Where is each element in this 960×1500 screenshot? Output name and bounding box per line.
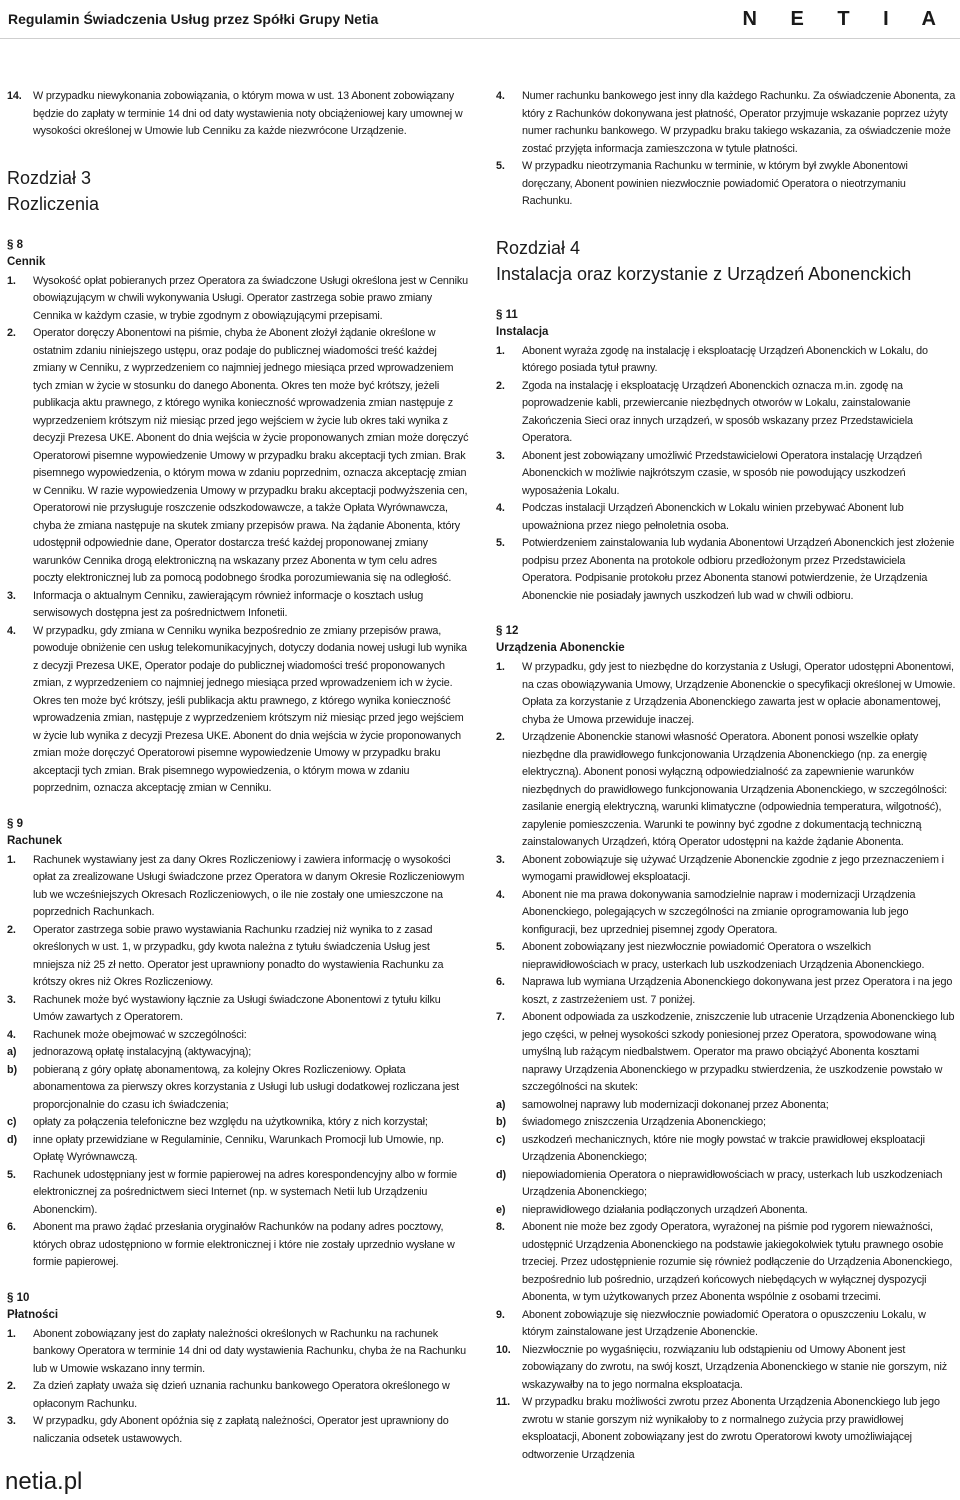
- sub-list-item: [496, 1202, 958, 1220]
- item-text: W przypadku, gdy jest to niezbędne do korzystania z Usługi, Operator udostępni Abonentowi, na czas obowiązywania Umowy, Urządzenie Abonenckie o specyfikacji określonej w Umowie. Opłata za korzystanie z Urządzenia Abonenckiego zawarta jest w opłacie abonamentowej, chyba że Umowa przewiduje inaczej.: [522, 661, 956, 726]
- item-number: b): [7, 1063, 17, 1076]
- list-item: [496, 659, 958, 729]
- list-item: [7, 1167, 469, 1220]
- item-number: 5.: [496, 941, 505, 953]
- item-text: W przypadku, gdy Abonent opóźnia się z zapłatą należności, Operator jest uprawniony do naliczania odsetek ustawowych.: [33, 1415, 449, 1445]
- item-text: uszkodzeń mechanicznych, które nie mogły powstać w trakcie prawidłowej eksploatacji Urządzenia Abonenckiego;: [522, 1133, 925, 1163]
- item-number: 3.: [496, 449, 505, 462]
- item-text: Abonent zobowiązany jest do zapłaty należności określonych w Rachunku na rachunek bankowy Operatora w terminie 14 dni od daty wystawienia Rachunku, chyba że na Rachunku lub w Umowie wskazano inny termin.: [33, 1327, 467, 1375]
- sub-list-item: [7, 1132, 469, 1167]
- item-text: Urządzenie Abonenckie stanowi własność Operatora. Abonent ponosi wszelkie opłaty niezbędne dla prawidłowego funkcjonowania Urządzenia Abonenckiego (np. za energię elektryczną). Abonent ponosi wyłączną odpowiedzialność za zapewnienie warunków niezbędnych do prawidłowego funkcjonowania Urządzenia Abonenckiego, w szczególności: zasilanie energią elektryczną, warunki klimatyczne (odpowiednia temperatura, wilgotność), zapylenie pomieszczenia. Warunki te powinny być zgodne z dokumentacją techniczną zainstalowanych Urządzeń, którą Operator udostępni na każde żądanie Abonenta.: [522, 731, 947, 848]
- sub-list-item: [7, 1044, 469, 1062]
- item-number: 5.: [496, 160, 505, 172]
- item-number: 5.: [496, 537, 505, 549]
- item-number: 4.: [7, 624, 16, 637]
- item-number: 2.: [7, 327, 16, 339]
- item-number: b): [496, 1116, 506, 1128]
- item-number: e): [496, 1203, 506, 1216]
- section-10-title: Płatności: [7, 1308, 59, 1321]
- list-item: [496, 1219, 958, 1307]
- list-item: [496, 500, 958, 535]
- list-item: [7, 1378, 469, 1413]
- item-text: Numer rachunku bankowego jest inny dla każdego Rachunku. Za oświadczenie Abonenta, za który z Rachunków dokonywana jest płatność, Operator przyjmuje wskazanie poprzez użyty numer rachunku bankowego. W przypadku braku takiego wskazania, za oświadczenie może zostać przyjęta informacja zamieszczona w tytule płatności.: [522, 90, 956, 155]
- paragraph-14: [7, 88, 469, 141]
- item-number: a): [496, 1098, 506, 1111]
- list-item: [7, 1413, 469, 1448]
- item-text: W przypadku braku możliwości zwrotu przez Abonenta Urządzenia Abonenckiego lub jego zwrotu w stanie gorszym niż wynikałoby to z normalnego zużycia przy prawidłowej eksploatacji, Abonent zobowiązany jest do zwrotu Operatorowi kwoty umożliwiającej odtworzenie Urządzenia: [522, 1396, 940, 1461]
- item-number: 4.: [496, 90, 505, 102]
- section-11-sign: § 11: [496, 308, 518, 321]
- item-text: jednorazową opłatę instalacyjną (aktywacyjną);: [33, 1046, 252, 1058]
- item-text: pobieraną z góry opłatę abonamentową, za kolejny Okres Rozliczeniowy. Opłata abonamentowa za pierwszy okres korzystania z Usługi lub usługi dodatkowej rozliczana jest proporcjonalnie do czasu ich świadczenia;: [33, 1063, 459, 1111]
- item-text: Rachunek może być wystawiony łącznie za Usługi świadczone Abonentowi z tytułu kilku Umów zawartych z Operatorem.: [33, 993, 441, 1023]
- item-text: niepowiadomienia Operatora o nieprawidłowościach w pracy, usterkach lub uszkodzeniach Urządzenia Abonenckiego;: [522, 1168, 943, 1198]
- section-9-sign: § 9: [7, 817, 23, 830]
- section-10-sign: § 10: [7, 1291, 30, 1304]
- item-text: Rachunek może obejmować w szczególności:: [33, 1028, 247, 1041]
- list-item: [7, 992, 469, 1027]
- item-number: 2.: [496, 379, 505, 392]
- item-text: Za dzień zapłaty uważa się dzień uznania rachunku bankowego Operatora określonego w opłaconym Rachunku.: [33, 1380, 450, 1410]
- section-8-sign: § 8: [7, 238, 23, 251]
- item-number: 3.: [7, 589, 16, 602]
- item-number: 10.: [496, 1343, 511, 1356]
- item-number: 6.: [496, 976, 505, 988]
- item-number: d): [496, 1168, 506, 1181]
- list-item: [7, 1219, 469, 1272]
- list-item: [496, 1394, 958, 1464]
- list-item: [7, 588, 469, 623]
- footer-site[interactable]: netia.pl: [5, 1468, 83, 1495]
- list-item: [496, 939, 958, 974]
- item-number: 4.: [7, 1028, 16, 1041]
- item-number: 1.: [7, 853, 16, 866]
- section-12-sign: § 12: [496, 625, 519, 637]
- item-text: Abonent zobowiązuje się niezwłocznie powiadomić Operatora o opuszczeniu Lokalu, w którym zainstalowane jest Urządzenie Abonenckie.: [522, 1308, 926, 1338]
- item-number: 7.: [496, 1011, 505, 1023]
- item-number: 2.: [7, 923, 16, 936]
- item-text: W przypadku niewykonania zobowiązania, o którym mowa w ust. 13 Abonent zobowiązany będzie do zapłaty w terminie 14 dni od daty wystawienia noty obciążeniowej kary umownej w wysokości określonej w Umowie lub Cenniku za każde niezwrócone Urządzenie.: [33, 90, 463, 137]
- item-text: Potwierdzeniem zainstalowania lub wydania Abonentowi Urządzeń Abonenckich jest złożenie podpisu przez Abonenta na protokole odbioru przedłożonym przez Przedstawiciela Operatora. Podpisanie protokołu przez Abonenta stanowi potwierdzenie, że Urządzenia Abonenckie nie posiadały jawnych uszkodzeń lub wad w chwili odbioru.: [522, 537, 955, 602]
- item-text: W przypadku nieotrzymania Rachunku w terminie, w którym był zwykle Abonentowi doręczany, Abonent powinien niezwłocznie powiadomić Operatora o nieotrzymaniu Rachunku.: [522, 160, 908, 207]
- item-number: d): [7, 1133, 17, 1146]
- sub-list-item: [7, 1114, 469, 1132]
- item-text: Abonent odpowiada za uszkodzenie, zniszczenie lub utracenie Urządzenia Abonenckiego lub jego części, w pełnej wysokości szkody poniesionej przez Operatora, spowodowane winą umyślną lub rażącym niedbalstwem. Operator ma prawo obciążyć Abonenta kosztami naprawy Urządzenia Abonenckiego w przypadku stwierdzenia, że uszkodzenie powstało w szczególności na skutek:: [522, 1011, 955, 1093]
- item-text: Abonent nie ma prawa dokonywania samodzielnie napraw i modernizacji Urządzenia Abonenckiego, polegających w szczególności na zmianie oprogramowania lub jego konfiguracji, bez uprzedniej pisemnej zgody Operatora.: [522, 888, 916, 936]
- list-item: [7, 1326, 469, 1379]
- item-number: 11.: [496, 1396, 510, 1408]
- item-text: opłaty za połączenia telefoniczne bez względu na użytkownika, który z nich korzystał;: [33, 1116, 428, 1128]
- list-item: [7, 852, 469, 922]
- item-text: Informacja o aktualnym Cenniku, zawierającym również informacje o kosztach usług serwisowych dostępna jest za pośrednictwem Infonetii.: [33, 589, 424, 619]
- item-text: Abonent ma prawo żądać przesłania oryginałów Rachunków na podany adres pocztowy, których obraz udostępniono w formie elektronicznej i które nie zostały uprzednio wysłane w formie papierowej.: [33, 1221, 455, 1268]
- item-number: 2.: [7, 1380, 16, 1392]
- item-text: nieprawidłowego działania podłączonych urządzeń Abonenta.: [522, 1203, 808, 1216]
- item-text: Abonent nie może bez zgody Operatora, wyrażonej na piśmie pod rygorem nieważności, udostępnić Urządzenia Abonenckiego na podstawie jakiegokolwiek tytułu prawnego osobie trzeciej. Przez udostępnienie rozumie się również podłączenie do Urządzenia Abonenckiego, bezpośrednio lub pośrednio, urządzeń końcowych niebędących w wyłącznej dyspozycji Abonenta, w tym użytkowanych przez Abonenta wspólnie z osobami trzecimi.: [522, 1221, 953, 1303]
- list-item: [496, 729, 958, 852]
- list-item: [7, 922, 469, 992]
- section-8-title: Cennik: [7, 255, 46, 268]
- list-item: [7, 325, 469, 588]
- list-item: [7, 273, 469, 326]
- list-item: [496, 158, 958, 211]
- item-number: 14.: [7, 90, 22, 102]
- section-9-title: Rachunek: [7, 834, 62, 847]
- list-item: [496, 852, 958, 887]
- item-number: 3.: [7, 993, 16, 1006]
- item-text: Operator zastrzega sobie prawo wystawiania Rachunku rzadziej niż wynika to z zasad określonych w ust. 1, w przypadku, gdy kwota należna z tytułu świadczenia Usług jest mniejsza niż 25 zł netto. Operator jest uprawniony ponadto do wystawienia Rachunku za krótszy okres niż Okres Rozliczeniowy.: [33, 923, 444, 988]
- left-column: [7, 88, 469, 1448]
- section-12-title: Urządzenia Abonenckie: [496, 642, 625, 654]
- item-number: 3.: [496, 853, 505, 866]
- item-number: 5.: [7, 1168, 16, 1181]
- item-number: c): [496, 1133, 506, 1146]
- item-number: 2.: [496, 731, 505, 743]
- sub-list-item: [496, 1097, 958, 1115]
- list-item: [496, 1342, 958, 1395]
- item-number: 1.: [7, 274, 16, 287]
- list-item: [496, 378, 958, 448]
- sub-list-item: [7, 1062, 469, 1115]
- item-text: Niezwłocznie po wygaśnięciu, rozwiązaniu lub odstąpieniu od Umowy Abonent jest zobowiązany do zwrotu, na swój koszt, Urządzenia Abonenckiego w stanie nie gorszym, niż wskazywałby na to jego normalna eksploatacja.: [522, 1343, 948, 1391]
- sub-list-item: [496, 1167, 958, 1202]
- item-text: Abonent wyraża zgodę na instalację i eksploatację Urządzeń Abonenckich w Lokalu, do którego posiada tytuł prawny.: [522, 344, 928, 374]
- page-header: [0, 0, 960, 39]
- item-number: 4.: [496, 888, 505, 901]
- netia-logo: N E T I A: [742, 7, 950, 30]
- sub-list-item: [496, 1132, 958, 1167]
- item-number: 6.: [7, 1221, 16, 1233]
- item-text: Abonent zobowiązany jest niezwłocznie powiadomić Operatora o wszelkich nieprawidłowościach w pracy, usterkach lub uszkodzeniach Urządzenia Abonenckiego.: [522, 941, 925, 971]
- item-number: 3.: [7, 1415, 16, 1427]
- sub-list-item: [496, 1114, 958, 1132]
- item-number: a): [7, 1046, 17, 1058]
- document-title: Regulamin Świadczenia Usług przez Spółki Grupy Netia: [8, 11, 379, 27]
- list-item: [496, 887, 958, 940]
- chapter-3-heading: Rozdział 3 Rozliczenia: [7, 167, 100, 214]
- list-item: [496, 974, 958, 1009]
- item-text: Zgoda na instalację i eksploatację Urządzeń Abonenckich oznacza m.in. zgodę na poprowadzenie kabli, przewiercanie niezbędnych otworów w Lokalu, zainstalowanie Zakończenia Sieci oraz innych urządzeń, w sposób wskazany przez Przedstawiciela Operatora.: [522, 379, 913, 444]
- section-11-title: Instalacja: [496, 325, 549, 338]
- list-item: [7, 1027, 469, 1045]
- list-item: [496, 448, 958, 501]
- item-text: samowolnej naprawy lub modernizacji dokonanej przez Abonenta;: [522, 1098, 829, 1111]
- item-number: 9.: [496, 1308, 505, 1321]
- list-item: [496, 1307, 958, 1342]
- list-item: [7, 623, 469, 798]
- item-text: świadomego zniszczenia Urządzenia Abonenckiego;: [522, 1116, 766, 1128]
- item-number: 1.: [7, 1327, 16, 1340]
- item-text: Podczas instalacji Urządzeń Abonenckich w Lokalu winien przebywać Abonent lub upoważniona przez niego pełnoletnia osoba.: [522, 502, 904, 532]
- item-text: Rachunek udostępniany jest w formie papierowej na adres korespondencyjny albo w formie elektronicznej za pośrednictwem sieci Internet (np. w systemach Netii lub Urządzeniu Abonenckim).: [33, 1168, 458, 1216]
- chapter-4-heading: Rozdział 4 Instalacja oraz korzystanie z Urządzeń Abonenckich: [496, 237, 912, 284]
- item-text: Wysokość opłat pobieranych przez Operatora za świadczone Usługi określona jest w Cenniku obowiązującym w chwili wykonywania Usługi. Operator zastrzega sobie prawo zmiany Cennika w każdym czasie, w trybie zgodnym z obowiązującymi przepisami.: [33, 274, 468, 322]
- item-text: Abonent zobowiązuje się używać Urządzenie Abonenckie zgodnie z jego przeznaczeniem i wymogami prawidłowej eksploatacji.: [522, 853, 944, 883]
- item-number: 4.: [496, 502, 505, 514]
- list-item: [496, 88, 958, 158]
- list-item: [496, 343, 958, 378]
- item-text: W przypadku, gdy zmiana w Cenniku wynika bezpośrednio ze zmiany przepisów prawa, powoduje obniżenie cen usług telekomunikacyjnych, dotyczy dodania nowej usługi lub wynika z decyzji Prezesa UKE, Operator podaje do publicznej wiadomości treść proponowanych zmian, z wyprzedzeniem co najmniej jednego miesiąca przed wprowadzeniem ich w życie. Okres ten może być krótszy, jeśli publikacja aktu prawnego, z którego wynika konieczność wprowadzenia zmian, następuje z wyprzedzeniem krótszym niż miesiąc przed jego wejściem w życie lub wynika z decyzji Prezesa UKE. Abonent do dnia wejścia w życie proponowanych zmian może doręczyć Operatorowi pisemne wypowiedzenie Umowy w przypadku braku akceptacji tych zmian. Brak pisemnego wypowiedzenia, o którym mowa w zdaniu poprzednim, oznacza akceptację zmian w Cenniku.: [33, 624, 467, 794]
- item-number: 8.: [496, 1221, 505, 1233]
- item-text: Operator doręczy Abonentowi na piśmie, chyba że Abonent złożył żądanie określone w ostatnim zdaniu niniejszego ustępu, oraz podaje do publicznej wiadomości treść każdej zmiany w Cenniku, z wyprzedzeniem co najmniej jednego miesiąca przed wprowadzeniem tych zmian w życie w stosunku do danego Abonenta. Okres ten może być krótszy, jeżeli publikacja aktu prawnego, z którego wynika konieczność wprowadzenia zmian następuje z wyprzedzeniem krótszym niż miesiąc przed jego wejściem w życie lub okres taki wynika z decyzji Prezesa UKE. Abonent do dnia wejścia w życie proponowanych zmian może doręczyć Operatorowi pisemne wypowiedzenie Umowy w przypadku braku akceptacji tych zmian. Brak pisemnego wypowiedzenia, o którym mowa w zdaniu poprzednim, oznacza akceptację zmian w Cenniku. W razie wypowiedzenia Umowy w przypadku braku akceptacji podwyższenia cen, Operatorowi nie przysługuje roszczenie odszkodowawcze, a także Opłata Wyrównawcza, chyba że zmiana następuje na skutek zmiany przepisów prawa. Na żądanie Abonenta, który udostępnił odpowiednie dane, Operator dostarcza treść każdej proponowanej zmiany warunków Cennika drogą elektroniczną na wskazany przez Abonenta w tym celu adres poczty elektronicznej lub za pomocą podobnego środka porozumiewania się na odległość.: [33, 327, 469, 584]
- list-item: [496, 535, 958, 605]
- item-number: 1.: [496, 344, 505, 357]
- list-item: [496, 1009, 958, 1097]
- item-number: c): [7, 1116, 17, 1128]
- item-text: Naprawa lub wymiana Urządzenia Abonenckiego dokonywana jest przez Operatora i na jego koszt, z zastrzeżeniem ust. 7 poniżej.: [522, 976, 953, 1006]
- item-text: Abonent jest zobowiązany umożliwić Przedstawicielowi Operatora instalację Urządzeń Abonenckich w możliwie najkrótszym czasie, w sposób nie powodujący uszkodzeń wyposażenia Lokalu.: [522, 449, 922, 497]
- item-number: 1.: [496, 661, 505, 673]
- right-column: [496, 88, 958, 1464]
- item-text: Rachunek wystawiany jest za dany Okres Rozliczeniowy i zawiera informację o wysokości opłat za zrealizowane Usługi świadczone przez Operatora w danym Okresie Rozliczeniowym lub we wcześniejszych Okresach Rozliczeniowych, o ile nie zostały one umieszczone na poprzednich Rachunkach.: [33, 853, 465, 918]
- item-text: inne opłaty przewidziane w Regulaminie, Cenniku, Warunkach Promocji lub Umowie, np. Opłatę Wyrównawczą.: [33, 1133, 444, 1163]
